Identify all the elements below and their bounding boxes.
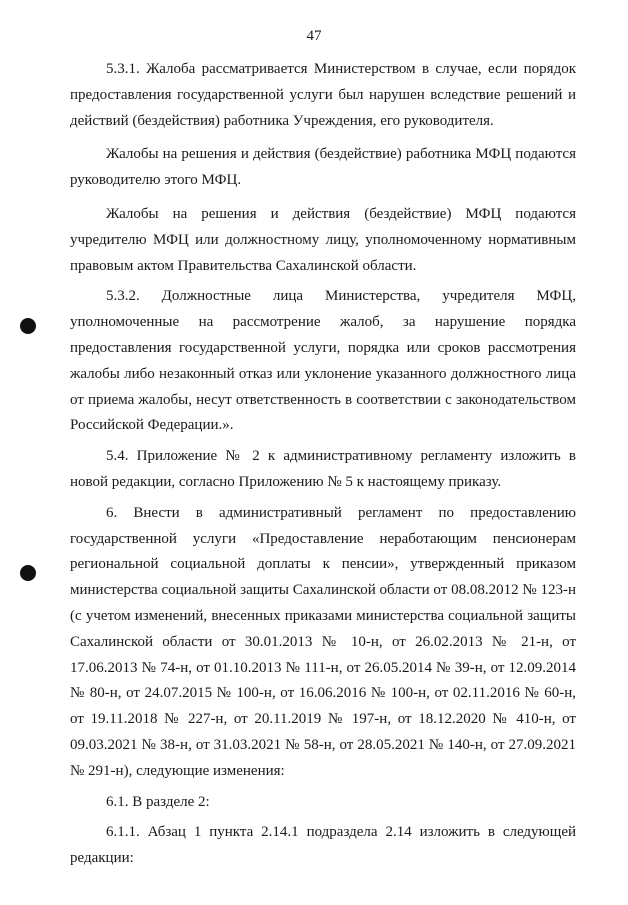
page-number: 47	[306, 28, 322, 44]
paragraph-5-4: 5.4. Приложение № 2 к административному регламенту изложить в новой редакции, согласно Приложению № 5 к настоящему приказу.	[70, 448, 576, 490]
paragraph-complaints-mfc: Жалобы на решения и действия (бездействие) МФЦ подаются учредителю МФЦ или должностному лицу, уполномоченному нормативным правовым актом Правительства Сахалинской области.	[70, 205, 576, 274]
document-body	[70, 57, 576, 872]
paragraph-complaints-mfc-worker: Жалобы на решения и действия (бездействие) работника МФЦ подаются руководителю этого МФЦ.	[70, 146, 576, 189]
paragraph-6: 6. Внести в административный регламент по предоставлению государственной услуги «Предоставление неработающим пенсионерам региональной социальной доплаты к пенсии», утвержденный приказом министерства социальной защиты Сахалинской области от 08.08.2012 № 123-н (с учетом изменений, внесенных приказами министерства социальной защиты Сахалинской области от 30.01.2013 № 10-н, от 26.02.2013 № 21-н, от 17.06.2013 № 74-н, от 01.10.2013 № 111-н, от 26.05.2014 № 39-н, от 12.09.2014 № 80-н, от 24.07.2015 № 100-н, от 16.06.2016 № 100-н, от 02.11.2016 № 60-н, от 19.11.2018 № 227-н, от 20.11.2019 № 197-н, от 18.12.2020 № 410-н, от 09.03.2021 № 38-н, от 31.03.2021 № 58-н, от 28.05.2021 № 140-н, от 27.09.2021 № 291-н), следующие изменения:	[70, 504, 576, 779]
paragraph-5-3-1: 5.3.1. Жалоба рассматривается Министерством в случае, если порядок предоставления государственной услуги был нарушен вследствие решений и действий (бездействия) работника Учреждения, его руководителя.	[70, 61, 576, 129]
paragraph-5-3-2: 5.3.2. Должностные лица Министерства, учредителя МФЦ, уполномоченные на рассмотрение жалоб, за нарушение порядка предоставления государственной услуги, порядка или сроков рассмотрения жалобы либо незаконный отказ или уклонение указанного должностного лица от приема жалобы, несут ответственность в соответствии с законодательством Российской Федерации.».	[70, 288, 576, 434]
binder-hole-lower	[20, 565, 36, 581]
binder-hole-upper	[20, 318, 36, 334]
paragraph-6-1: 6.1. В разделе 2:	[106, 793, 210, 810]
paragraph-6-1-1: 6.1.1. Абзац 1 пункта 2.14.1 подраздела 2.14 изложить в следующей редакции:	[70, 824, 576, 867]
